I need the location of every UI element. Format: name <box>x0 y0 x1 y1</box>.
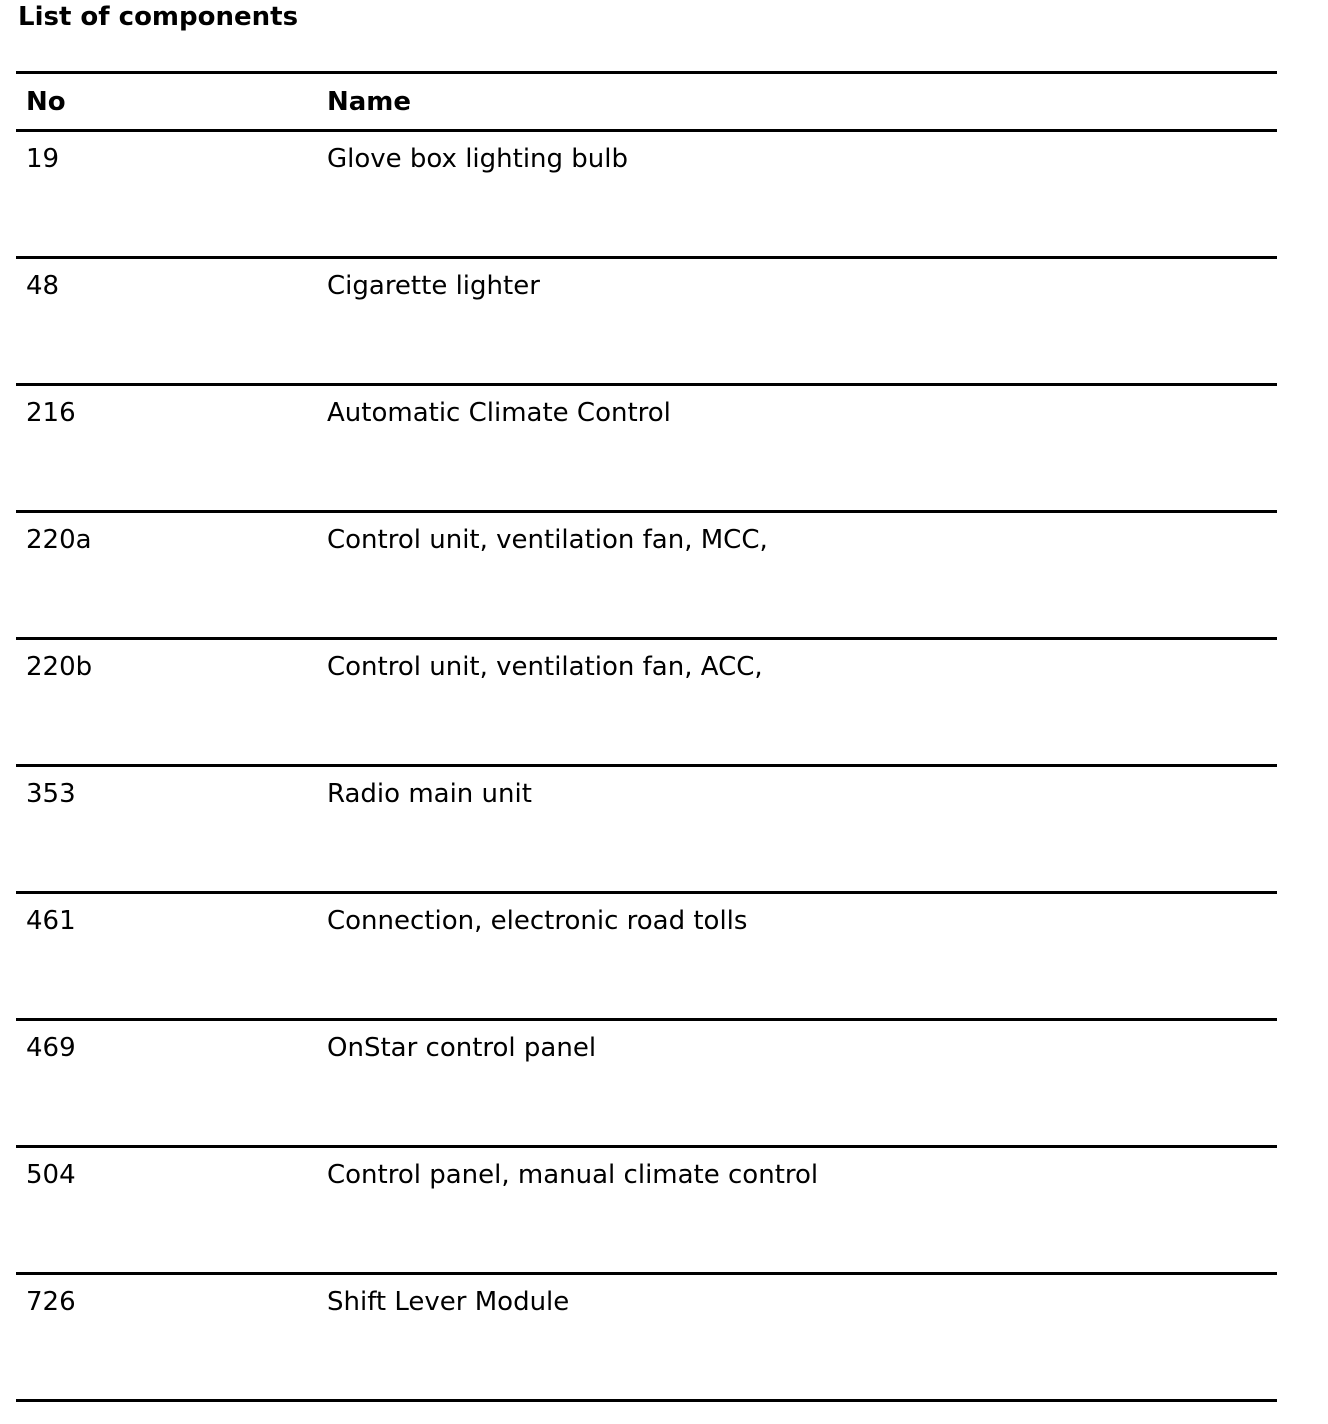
table-row <box>16 894 1277 1018</box>
component-number: 726 <box>26 1287 76 1317</box>
component-number: 469 <box>26 1033 76 1063</box>
column-header-name: Name <box>327 87 412 117</box>
component-name: Cigarette lighter <box>327 271 540 301</box>
column-header-no: No <box>26 87 66 117</box>
page-title: List of components <box>18 2 299 32</box>
component-name: Control unit, ventilation fan, MCC, <box>327 525 768 555</box>
component-number: 461 <box>26 906 76 936</box>
component-name: OnStar control panel <box>327 1033 597 1063</box>
component-name: Control unit, ventilation fan, ACC, <box>327 652 763 682</box>
component-number: 353 <box>26 779 76 809</box>
table-row <box>16 767 1277 891</box>
component-name: Radio main unit <box>327 779 532 809</box>
component-name: Automatic Climate Control <box>327 398 671 428</box>
component-number: 19 <box>26 144 60 174</box>
component-name: Control panel, manual climate control <box>327 1160 819 1190</box>
table-row <box>16 1148 1277 1272</box>
components-table <box>16 71 1277 1402</box>
component-name: Shift Lever Module <box>327 1287 570 1317</box>
table-row <box>16 513 1277 637</box>
component-number: 504 <box>26 1160 76 1190</box>
table-row <box>16 132 1277 256</box>
table-row <box>16 1275 1277 1399</box>
component-number: 220a <box>26 525 92 555</box>
table-row <box>16 259 1277 383</box>
table-row <box>16 1021 1277 1145</box>
table-bottom-rule <box>16 1399 1277 1402</box>
component-number: 216 <box>26 398 76 428</box>
table-row <box>16 640 1277 764</box>
component-number: 48 <box>26 271 60 301</box>
table-header-row <box>16 74 1277 129</box>
table-row <box>16 386 1277 510</box>
component-name: Glove box lighting bulb <box>327 144 628 174</box>
component-number: 220b <box>26 652 93 682</box>
component-name: Connection, electronic road tolls <box>327 906 748 936</box>
